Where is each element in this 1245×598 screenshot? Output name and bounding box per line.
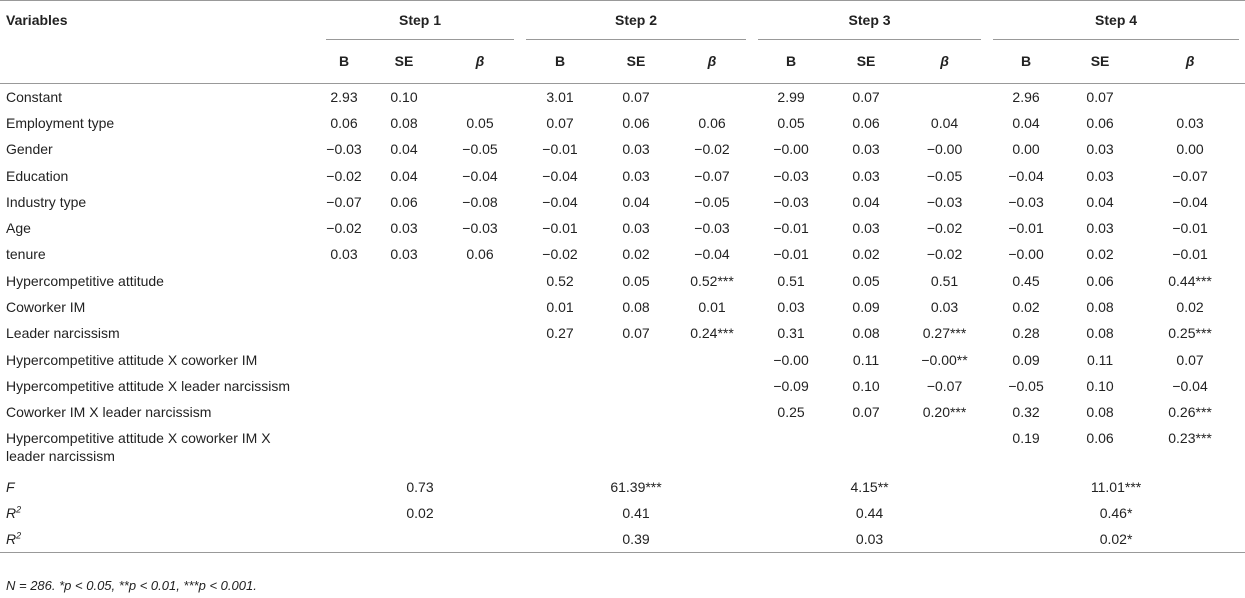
table-cell: 0.45 [1012,272,1040,289]
table-cell: 0.03 [930,299,959,316]
table-cell [600,373,672,399]
table-cell: 0.24*** [690,325,734,342]
table-cell: 0.08 [1086,404,1114,421]
table-cell: −0.09 [773,377,809,394]
table-cell [320,373,368,399]
summary-value: 0.46* [1099,504,1133,521]
table-cell: 0.03 [1086,167,1114,184]
table-cell [672,83,752,110]
table-cell: 0.06 [330,114,358,131]
table-row [0,425,1245,473]
row-label-line: leader narcissism [6,448,115,465]
table-footnote: N = 286. *p < 0.05, **p < 0.01, ***p < 0.001. [6,578,257,593]
table-cell [440,320,520,346]
summary-value: 61.39*** [610,478,662,495]
summary-value: 0.44 [855,504,884,521]
table-cell: 2.96 [1012,88,1040,105]
table-cell: 0.06 [852,114,880,131]
header-row-subheaders [0,40,1245,83]
table-row [0,162,1245,188]
table-cell: 0.03 [622,141,650,158]
col-se: SE [830,40,902,83]
table-cell: −0.05 [926,167,963,184]
col-se: SE [1065,40,1135,83]
table-cell: 0.09 [1012,351,1040,368]
table-cell: 0.06 [622,114,650,131]
table-cell: −0.05 [462,141,498,158]
table-cell: −0.04 [694,246,730,263]
table-cell [600,346,672,372]
table-row [0,215,1245,241]
row-label: Industry type [6,193,87,210]
table-cell: −0.01 [1008,220,1044,237]
table-cell: 0.04 [1086,193,1114,210]
table-cell: 0.08 [1086,299,1114,316]
table-body [0,83,1245,553]
table-cell: 0.08 [622,299,650,316]
table-cell: 0.03 [852,167,880,184]
col-beta: β [440,40,520,83]
step-3-header: Step 3 [752,1,987,41]
table-cell: −0.02 [926,246,963,263]
table-cell: 0.02 [852,246,880,263]
table-cell: 2.93 [330,88,358,105]
table-cell: −0.02 [542,246,578,263]
table-cell: 0.07 [852,88,880,105]
table-cell: 0.04 [852,193,880,210]
header-row-steps [0,1,1245,41]
table-cell [672,425,752,473]
table-cell [520,399,600,425]
row-label [0,425,320,473]
table-cell: 0.25 [777,404,805,421]
summary-label [0,500,320,526]
col-b: B [520,40,600,83]
row-label: tenure [6,246,46,263]
col-beta: β [672,40,752,83]
table-cell: 0.04 [390,167,418,184]
table-cell: −0.00** [921,351,968,368]
table-cell [440,425,520,473]
table-cell: 0.10 [1086,377,1114,394]
row-label: Hypercompetitive attitude [6,272,164,289]
table-cell [752,425,830,473]
summary-label-superscript: 2 [16,530,22,541]
table-cell [320,268,368,294]
table-cell [368,268,440,294]
table-row [0,110,1245,136]
table-cell: −0.04 [1172,377,1208,394]
table-cell: 0.03 [852,220,880,237]
table-cell [440,294,520,320]
table-cell: 0.31 [777,325,805,342]
summary-row [0,526,1245,553]
summary-label-text: F [6,478,15,495]
table-cell: 0.51 [930,272,959,289]
table-cell: −0.01 [773,246,809,263]
table-cell: 0.03 [622,167,650,184]
summary-value: 0.02 [406,504,434,521]
table-cell: −0.03 [694,220,730,237]
col-b: B [320,40,368,83]
summary-value: 0.39 [520,526,752,553]
table-cell: 0.04 [390,141,418,158]
table-cell: 0.03 [777,299,805,316]
summary-row [0,473,1245,499]
table-cell [320,346,368,372]
table-cell: −0.07 [326,193,362,210]
table-cell: −0.01 [1172,246,1208,263]
table-cell: −0.03 [462,220,498,237]
table-cell: −0.05 [1008,377,1044,394]
table-cell [368,425,440,473]
summary-label-superscript: 2 [16,504,22,515]
table-cell: −0.04 [542,167,578,184]
table-cell: 0.10 [390,88,418,105]
table-cell: −0.02 [926,220,963,237]
table-row [0,83,1245,110]
table-cell: 0.11 [1086,351,1114,368]
table-cell: 0.02 [622,246,650,263]
table-cell: 0.04 [1012,114,1040,131]
table-cell: 0.08 [852,325,880,342]
table-cell: 0.07 [546,114,574,131]
table-cell: 0.26*** [1168,404,1212,421]
table-cell [320,320,368,346]
table-cell: −0.02 [326,167,362,184]
table-cell: −0.03 [773,193,809,210]
table-cell [368,346,440,372]
table-row [0,399,1245,425]
table-cell: 0.00 [1176,141,1204,158]
table-cell [440,346,520,372]
row-label: Coworker IM X leader narcissism [6,404,212,421]
step-4-header: Step 4 [987,1,1245,41]
table-cell: −0.03 [326,141,362,158]
table-cell: 0.01 [546,299,574,316]
table-cell [902,425,987,473]
table-cell: 0.03 [622,220,650,237]
table-cell [368,399,440,425]
row-label: Education [6,167,69,184]
table-row [0,346,1245,372]
table-cell: 0.05 [852,272,880,289]
summary-value: 11.01*** [1090,478,1142,495]
table-cell: 0.10 [852,377,880,394]
table-cell: −0.08 [462,193,498,210]
table-cell: −0.00 [773,141,809,158]
table-cell: 3.01 [546,88,574,105]
table-cell: −0.02 [694,141,730,158]
summary-value: 0.41 [622,504,650,521]
table-cell: −0.07 [694,167,730,184]
summary-value: 0.03 [752,526,987,553]
col-se: SE [368,40,440,83]
table-cell: −0.00 [773,351,809,368]
row-label: Hypercompetitive attitude X coworker IM [6,351,258,368]
table-cell [520,346,600,372]
table-cell: 0.20*** [922,404,967,421]
table-cell: 0.06 [698,114,726,131]
row-label: Leader narcissism [6,325,120,342]
table-cell [520,373,600,399]
table-cell [368,294,440,320]
table-cell [440,83,520,110]
row-label: Coworker IM [6,299,86,316]
table-cell [672,373,752,399]
table-cell: 2.99 [777,88,805,105]
table-cell: −0.03 [1008,193,1044,210]
table-cell: 0.07 [1176,351,1204,368]
table-cell: 0.02 [1012,299,1040,316]
table-cell: 0.08 [390,114,418,131]
row-label: Constant [6,88,63,105]
summary-value: 0.02* [987,526,1245,553]
step-1-header: Step 1 [320,1,520,41]
table-cell: 0.03 [1086,141,1114,158]
table-row [0,189,1245,215]
row-label: Employment type [6,114,115,131]
col-b: B [752,40,830,83]
table-cell: −0.07 [1172,167,1208,184]
table-cell: 0.27 [546,325,574,342]
table-cell: 0.23*** [1168,430,1212,447]
table-cell: −0.01 [773,220,809,237]
table-cell: 0.00 [1012,141,1040,158]
table-cell: −0.02 [326,220,362,237]
table-cell: 0.44*** [1168,272,1212,289]
summary-label-text: R [6,504,17,521]
table-cell: 0.28 [1012,325,1040,342]
table-cell: −0.05 [694,193,730,210]
table-cell [440,268,520,294]
table-cell: 0.05 [777,114,805,131]
table-cell [320,294,368,320]
table-cell: 0.02 [1176,299,1204,316]
summary-label [0,473,320,499]
table-cell: −0.03 [773,167,809,184]
table-cell: 0.52 [546,272,574,289]
table-cell [672,399,752,425]
table-cell: −0.01 [1172,220,1208,237]
col-b: B [987,40,1065,83]
step-2-header: Step 2 [520,1,752,41]
table-cell [368,320,440,346]
table-row [0,320,1245,346]
table-cell: 0.05 [622,272,650,289]
table-cell: 0.51 [777,272,805,289]
col-se: SE [600,40,672,83]
table-cell: 0.07 [622,88,650,105]
row-label-line: Hypercompetitive attitude X coworker IM X [6,430,271,447]
variables-header: Variables [6,12,68,28]
table-cell [600,425,672,473]
table-cell: 0.11 [852,351,880,368]
table-cell: 0.05 [466,114,494,131]
summary-label-text: R [6,531,17,548]
table-cell: 0.06 [390,193,418,210]
table-cell [520,425,600,473]
table-cell: −0.04 [542,193,578,210]
table-cell: −0.07 [926,377,963,394]
table-cell: −0.04 [1008,167,1044,184]
table-cell [320,399,368,425]
table-cell [600,399,672,425]
row-label: Age [6,220,31,237]
summary-label [0,526,320,553]
table-cell [672,346,752,372]
table-cell: 0.03 [390,246,418,263]
table-cell: 0.07 [622,325,650,342]
summary-value: 4.15** [850,478,889,495]
table-cell: 0.09 [852,299,880,316]
row-label: Hypercompetitive attitude X leader narcissism [6,377,291,394]
col-beta: β [1135,40,1245,83]
table-cell: 0.32 [1012,404,1040,421]
table-cell: 0.25*** [1168,325,1212,342]
table-cell [320,425,368,473]
row-label: Gender [6,141,53,158]
table-row [0,268,1245,294]
summary-value [320,526,520,553]
table-cell: 0.03 [852,141,880,158]
table-cell: −0.01 [542,220,578,237]
table-row [0,241,1245,267]
table-cell: 0.08 [1086,325,1114,342]
table-cell: 0.19 [1012,430,1040,447]
table-cell: 0.52*** [690,272,734,289]
table-cell: −0.00 [1008,246,1044,263]
table-cell [440,399,520,425]
table-cell: −0.04 [462,167,498,184]
table-row [0,294,1245,320]
table-cell: 0.27*** [922,325,967,342]
summary-row [0,500,1245,526]
table-cell: 0.07 [852,404,880,421]
table-cell: −0.01 [542,141,578,158]
table-cell [368,373,440,399]
table-cell: 0.03 [1086,220,1114,237]
table-cell: −0.00 [926,141,963,158]
table-cell: 0.03 [390,220,418,237]
table-cell: 0.06 [1086,272,1114,289]
table-cell: 0.04 [622,193,650,210]
table-cell: 0.06 [1086,430,1114,447]
table-cell: −0.03 [926,193,963,210]
table-row [0,373,1245,399]
table-cell: 0.03 [330,246,358,263]
summary-value: 0.73 [406,478,434,495]
table-cell [440,373,520,399]
table-cell: 0.04 [930,114,959,131]
table-cell [902,83,987,110]
col-beta: β [902,40,987,83]
table-cell: 0.01 [698,299,726,316]
table-cell: 0.06 [1086,114,1114,131]
table-row [0,136,1245,162]
table-cell: −0.04 [1172,193,1208,210]
table-cell: 0.02 [1086,246,1114,263]
table-cell: 0.06 [466,246,494,263]
table-cell [830,425,902,473]
table-cell: 0.07 [1086,88,1114,105]
table-cell [1135,83,1245,110]
table-cell: 0.03 [1176,114,1204,131]
